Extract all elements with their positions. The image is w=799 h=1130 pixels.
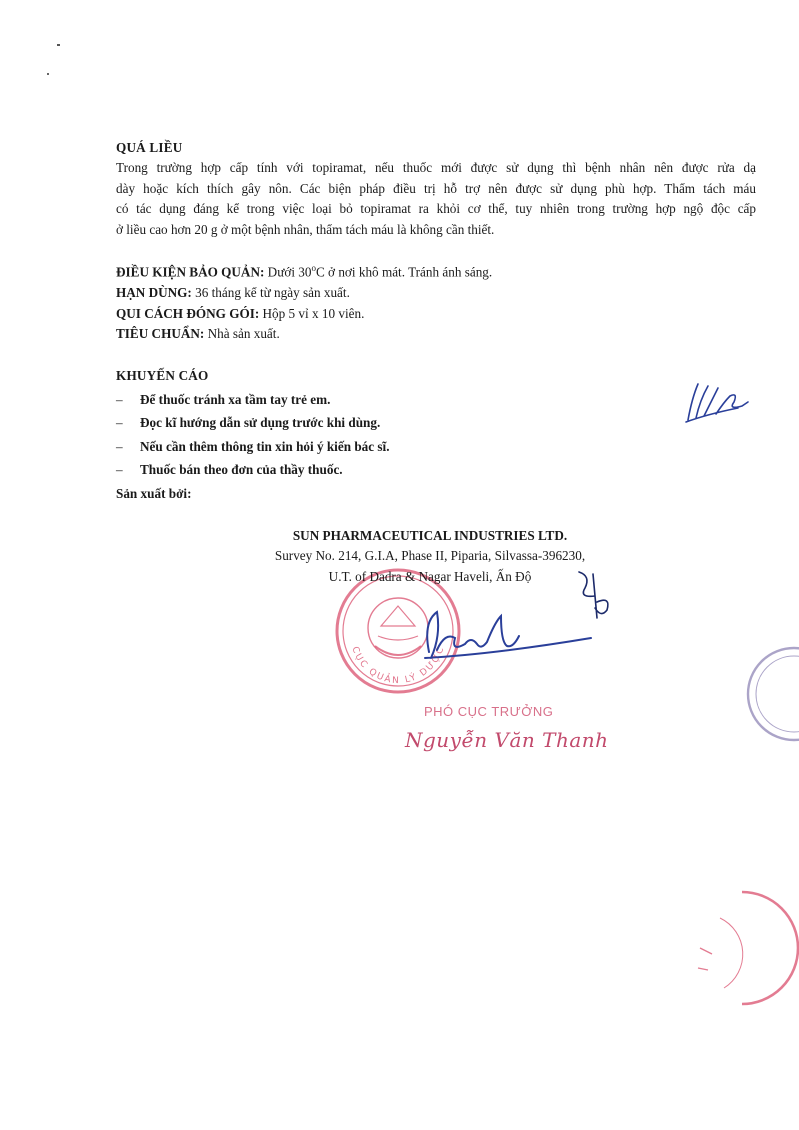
manufacturer-address-line1: Survey No. 214, G.I.A, Phase II, Piparia, Silvassa-396230, [274,548,586,564]
manufacturer-address-line2: U.T. of Dadra & Nagar Haveli, Ấn Độ [328,568,532,584]
packaging-label: QUI CÁCH ĐÓNG GÓI: [116,305,260,321]
list-item [116,390,756,410]
packaging-value: Hộp 5 vỉ x 10 viên. [259,305,365,321]
shelf-life-label: HẠN DÙNG: [116,285,192,301]
list-item-text: Nếu cần thêm thông tin xin hỏi ý kiến bác sĩ. [140,438,390,454]
official-title: PHÓ CỤC TRƯỞNG [424,704,554,719]
list-item [116,460,756,480]
scan-speck [47,73,49,75]
manufacturer-label: Sản xuất bởi: [116,486,192,501]
overdose-heading: QUÁ LIỀU [116,140,183,155]
scan-speck [57,44,60,46]
list-item [116,437,756,457]
shelf-life-row [116,283,756,303]
standard-value: Nhà sản xuất. [204,326,280,342]
recommendations-list [116,390,756,481]
list-item-text: Để thuốc tránh xa tầm tay trẻ em. [140,391,331,407]
standard-row [116,324,756,344]
overdose-paragraph [116,158,756,240]
overdose-line: Trong trường hợp cấp tính với topiramat, nếu thuốc mới được sử dụng thì bệnh nhân nên được rửa dạ [116,160,756,176]
document-body [116,138,756,484]
standard-label: TIÊU CHUẨN: [116,326,205,342]
overdose-line: dày hoặc kích thích gây nôn. Các biện pháp điều trị hỗ trợ nên được sử dụng phù hợp. Thẩm tách máu [116,180,756,196]
company-seal-partial [734,644,799,744]
storage-value-post: C ở nơi khô mát. Tránh ánh sáng. [315,264,493,280]
manufacturer-name: SUN PHARMACEUTICAL INDUSTRIES LTD. [292,528,568,543]
storage-label: ĐIỀU KIỆN BẢO QUẢN: [116,264,265,280]
list-item-text: Đọc kĩ hướng dẫn sử dụng trước khi dùng. [140,415,381,431]
shelf-life-value: 36 tháng kể từ ngày sản xuất. [191,285,350,301]
dash-mark: – [116,391,123,407]
official-name: Nguyễn Văn Thanh [405,728,609,752]
overdose-line: ở liều cao hơn 20 g ở một bệnh nhân, thẩm tách máu là không cần thiết. [116,221,495,237]
dash-mark: – [116,415,123,431]
overdose-line: có tác dụng đáng kể trong việc loại bỏ topiramat ra khỏi cơ thể, tuy nhiên trong trường hợp ngộ độc cấp [116,201,756,217]
manufacturer-block [250,526,610,587]
recommendations-heading: KHUYẾN CÁO [116,368,209,384]
margin-initials-signature [678,378,758,428]
stamp-partial [680,888,799,1008]
stamp-text: CỤC QUẢN LÝ DƯỢC [349,644,447,687]
storage-row [116,262,756,283]
packaging-row [116,304,756,324]
storage-value-pre: Dưới 30 [264,264,312,280]
dash-mark: – [116,438,123,454]
official-signature [415,602,595,672]
dash-mark: – [116,462,123,478]
degree-mark: o [311,263,316,274]
list-item [116,413,756,433]
list-item-text: Thuốc bán theo đơn của thầy thuốc. [140,462,343,478]
